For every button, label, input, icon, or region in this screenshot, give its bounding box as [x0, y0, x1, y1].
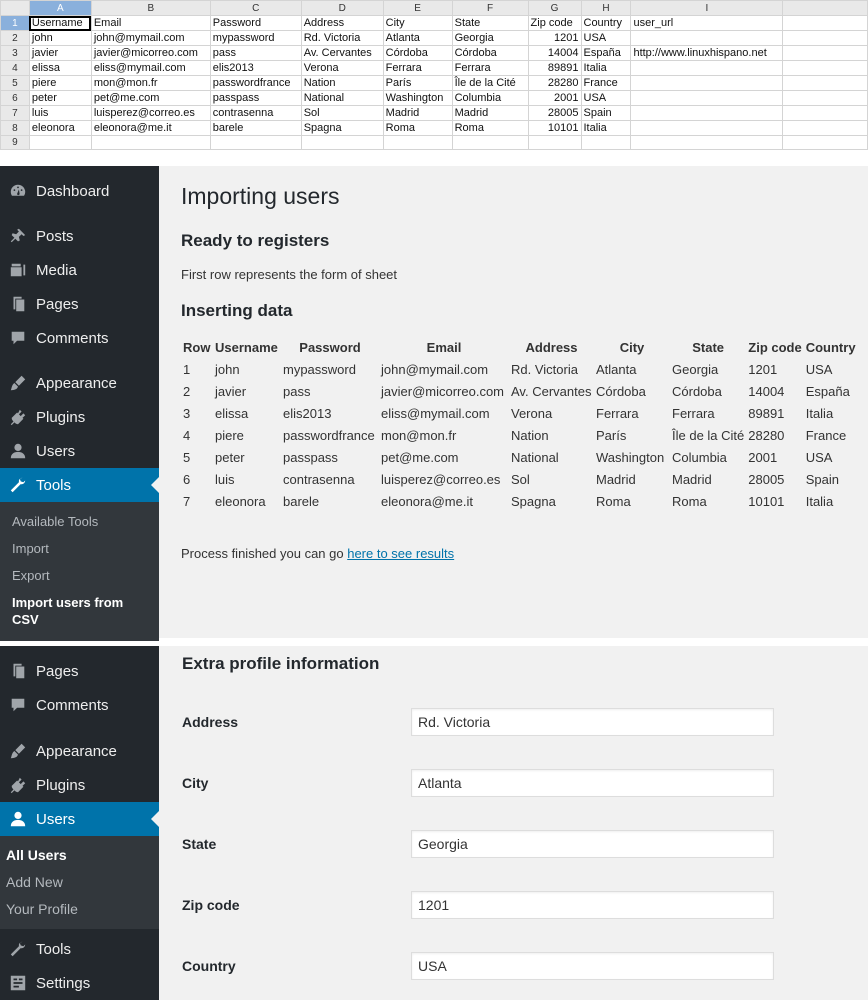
sheet-cell[interactable]: Spain [581, 106, 631, 121]
sheet-cell[interactable]: piere [29, 76, 91, 91]
pages-icon [8, 294, 28, 314]
sheet-cell[interactable]: Rd. Victoria [301, 31, 383, 46]
brush-icon [8, 741, 28, 761]
sheet-cell[interactable]: City [383, 16, 452, 31]
user-icon [8, 441, 28, 461]
sheet-cell[interactable]: State [452, 16, 528, 31]
sheet-cell[interactable] [783, 106, 868, 121]
table-cell: mypassword [283, 361, 356, 377]
pages-icon [8, 661, 28, 681]
sidebar-item-plugins[interactable] [0, 400, 159, 434]
ready-heading: Ready to registers [181, 231, 330, 250]
sidebar-item-label: Users [36, 442, 76, 460]
sheet-cell[interactable]: Italia [581, 121, 631, 136]
sheet-cell[interactable]: Madrid [383, 106, 452, 121]
sheet-cell[interactable]: javier@micorreo.com [91, 46, 210, 61]
address-field-row [182, 708, 782, 738]
sheet-cell[interactable] [29, 136, 91, 150]
sidebar-item-appearance[interactable] [0, 366, 159, 400]
sidebar-item-media[interactable] [0, 253, 159, 287]
table-cell: Ferrara [672, 405, 715, 421]
sheet-cell[interactable]: París [383, 76, 452, 91]
sheet-cell[interactable]: Córdoba [383, 46, 452, 61]
sheet-header-row [1, 16, 868, 31]
submenu-import[interactable]: Import [12, 541, 49, 556]
sheet-row [1, 61, 868, 76]
finished-label: Process finished you can go [181, 546, 348, 561]
sidebar-item-label: Users [36, 810, 76, 828]
table-cell: pet@me.com [381, 449, 459, 465]
row-number[interactable]: 2 [1, 31, 30, 46]
sheet-cell[interactable] [631, 106, 783, 121]
sheet-cell[interactable]: javier [29, 46, 91, 61]
sidebar-item-label: Appearance [36, 742, 117, 760]
table-cell: 2001 [748, 449, 778, 465]
table-cell: pass [283, 383, 311, 399]
table-row [181, 402, 860, 424]
column-header: Row [183, 339, 211, 355]
sheet-cell[interactable]: barele [210, 121, 301, 136]
city-label: City [182, 775, 209, 791]
table-cell: Roma [596, 493, 631, 509]
table-cell: Italia [805, 493, 834, 509]
table-cell: Spagna [511, 493, 556, 509]
table-cell: Ferrara [596, 405, 639, 421]
table-cell: Nation [511, 427, 549, 443]
table-row [181, 424, 860, 446]
sidebar-item-label: Settings [36, 974, 91, 992]
sheet-cell[interactable] [783, 121, 868, 136]
sheet-cell[interactable] [783, 136, 868, 150]
sidebar-item-label: Pages [36, 295, 79, 313]
sheet-cell[interactable]: Password [210, 16, 301, 31]
column-header: State [692, 339, 725, 355]
sheet-cell[interactable]: 89891 [528, 61, 581, 76]
column-header[interactable] [783, 1, 868, 16]
sheet-cell[interactable]: Address [301, 16, 383, 31]
sheet-cell[interactable]: luis [29, 106, 91, 121]
sheet-row [1, 121, 868, 136]
sidebar-item-label: Comments [36, 696, 109, 714]
table-cell: Madrid [672, 471, 712, 487]
sheet-cell[interactable]: Ferrara [383, 61, 452, 76]
sheet-cell[interactable]: España [581, 46, 631, 61]
submenu-all-users[interactable]: All Users [6, 847, 67, 863]
sheet-row [1, 136, 868, 150]
admin-sidebar [0, 166, 159, 638]
sheet-cell[interactable] [383, 136, 452, 150]
sheet-cell[interactable] [631, 61, 783, 76]
sidebar-item-pages[interactable] [0, 654, 159, 688]
table-cell: 10101 [748, 493, 785, 509]
sheet-cell[interactable] [452, 136, 528, 150]
sidebar-item-label: Tools [36, 476, 72, 494]
sheet-cell[interactable]: National [301, 91, 383, 106]
pin-icon [8, 226, 28, 246]
sidebar-item-plugins[interactable] [0, 768, 159, 802]
sidebar-item-comments[interactable] [0, 688, 159, 722]
sheet-cell[interactable]: passwordfrance [210, 76, 301, 91]
zip-code-field-row [182, 891, 782, 921]
zip-code-input[interactable] [411, 891, 774, 919]
sheet-cell[interactable]: Madrid [452, 106, 528, 121]
column-header: Country [805, 339, 856, 355]
sheet-cell[interactable] [210, 136, 301, 150]
table-cell: Av. Cervantes [511, 383, 592, 399]
spreadsheet-grid [0, 0, 868, 150]
media-icon [8, 260, 28, 280]
table-cell: Washington [596, 449, 665, 465]
sheet-cell[interactable]: 10101 [528, 121, 581, 136]
table-cell: 1 [183, 361, 191, 377]
sheet-cell[interactable]: Columbia [452, 91, 528, 106]
column-header[interactable]: B [91, 1, 210, 16]
country-input[interactable] [411, 952, 774, 980]
spreadsheet [0, 0, 868, 152]
sidebar-item-posts[interactable] [0, 219, 159, 253]
sheet-cell[interactable]: contrasenna [210, 106, 301, 121]
sheet-cell[interactable]: Country [581, 16, 631, 31]
corner-cell[interactable] [1, 1, 30, 16]
table-cell: piere [215, 427, 244, 443]
sheet-cell[interactable]: Atlanta [383, 31, 452, 46]
column-header: Address [525, 339, 578, 355]
table-cell: 28005 [748, 471, 785, 487]
sheet-cell[interactable]: eliss@mymail.com [91, 61, 210, 76]
column-header[interactable]: F [452, 1, 528, 16]
table-cell: javier [215, 383, 247, 399]
submenu-export[interactable]: Export [12, 568, 50, 583]
table-cell: París [596, 427, 627, 443]
column-header[interactable]: C [210, 1, 301, 16]
sheet-cell[interactable]: Spagna [301, 121, 383, 136]
table-cell: Spain [805, 471, 839, 487]
sheet-cell[interactable] [783, 31, 868, 46]
column-header[interactable]: D [301, 1, 383, 16]
sheet-cell[interactable]: Washington [383, 91, 452, 106]
submenu-import-users-csv[interactable]: Import users from CSV [12, 595, 124, 627]
sidebar-item-label: Media [36, 261, 77, 279]
tools-submenu [0, 502, 159, 641]
sheet-cell[interactable]: peter [29, 91, 91, 106]
sheet-cell[interactable]: Italia [581, 61, 631, 76]
sheet-cell[interactable]: Georgia [452, 31, 528, 46]
sidebar-item-label: Posts [36, 227, 74, 245]
table-cell: eliss@mymail.com [381, 405, 490, 421]
sheet-cell[interactable] [783, 16, 868, 31]
table-cell: john [215, 361, 240, 377]
sheet-row [1, 46, 868, 61]
profile-panel [0, 646, 868, 1000]
state-field-row [182, 830, 782, 860]
table-cell: France [805, 427, 847, 443]
table-cell: 5 [183, 449, 191, 465]
table-cell: 28280 [748, 427, 785, 443]
sheet-cell[interactable]: mypassword [210, 31, 301, 46]
table-cell: peter [215, 449, 245, 465]
column-header: City [619, 339, 645, 355]
address-label: Address [182, 714, 239, 730]
city-field-row [182, 769, 782, 799]
inserting-heading: Inserting data [181, 301, 293, 320]
table-cell: Rd. Victoria [511, 361, 578, 377]
sheet-cell[interactable]: Córdoba [452, 46, 528, 61]
table-cell: Columbia [672, 449, 727, 465]
sheet-cell[interactable]: elis2013 [210, 61, 301, 76]
sheet-cell[interactable] [91, 136, 210, 150]
table-row [181, 468, 860, 490]
state-label: State [182, 836, 217, 852]
address-input[interactable] [411, 708, 774, 736]
settings-icon [8, 973, 28, 993]
inserted-data-table [181, 336, 860, 512]
table-cell: España [805, 383, 850, 399]
sheet-row [1, 91, 868, 106]
sheet-cell[interactable]: 2001 [528, 91, 581, 106]
admin-sidebar [0, 646, 159, 1000]
table-row [181, 490, 860, 512]
column-header-row [1, 1, 868, 16]
sheet-cell[interactable] [631, 91, 783, 106]
sidebar-item-users[interactable] [0, 434, 159, 468]
table-cell: 4 [183, 427, 191, 443]
row-number[interactable]: 5 [1, 76, 30, 91]
sheet-cell[interactable] [631, 136, 783, 150]
sheet-cell[interactable]: 1201 [528, 31, 581, 46]
zip-code-label: Zip code [182, 897, 240, 913]
column-header: Password [299, 339, 361, 355]
sheet-cell[interactable] [783, 76, 868, 91]
row-number[interactable]: 7 [1, 106, 30, 121]
comments-icon [8, 695, 28, 715]
row-number[interactable]: 4 [1, 61, 30, 76]
dashboard-icon [8, 181, 28, 201]
table-cell: eleonora@me.it [381, 493, 473, 509]
first-row-note: First row represents the form of sheet [181, 267, 398, 282]
table-cell: 2 [183, 383, 191, 399]
table-cell: john@mymail.com [381, 361, 489, 377]
table-cell: Verona [511, 405, 553, 421]
sheet-cell[interactable]: Av. Cervantes [301, 46, 383, 61]
sheet-cell[interactable]: john [29, 31, 91, 46]
submenu-add-new[interactable]: Add New [6, 874, 63, 890]
table-cell: Atlanta [596, 361, 637, 377]
submenu-your-profile[interactable]: Your Profile [6, 901, 78, 917]
table-cell: 1201 [748, 361, 778, 377]
country-label: Country [182, 958, 236, 974]
sheet-cell[interactable]: Roma [452, 121, 528, 136]
row-number[interactable]: 3 [1, 46, 30, 61]
table-cell: USA [805, 361, 833, 377]
import-users-panel [0, 166, 868, 638]
sidebar-item-label: Pages [36, 662, 79, 680]
sheet-cell[interactable]: eleonora@me.it [91, 121, 210, 136]
row-number[interactable]: 9 [1, 136, 30, 150]
table-cell: Sol [511, 471, 530, 487]
sheet-cell[interactable]: USA [581, 31, 631, 46]
sheet-cell[interactable]: eleonora [29, 121, 91, 136]
plugin-icon [8, 775, 28, 795]
sheet-cell[interactable] [631, 76, 783, 91]
table-cell: luis [215, 471, 235, 487]
sidebar-item-label: Appearance [36, 374, 117, 392]
table-cell: elis2013 [283, 405, 332, 421]
column-header: Zip code [748, 339, 802, 355]
sidebar-item-tools[interactable] [0, 468, 159, 502]
sheet-cell[interactable]: 14004 [528, 46, 581, 61]
see-results-link[interactable]: here to see results [347, 546, 455, 561]
sheet-cell[interactable]: user_url [631, 16, 783, 31]
sheet-cell[interactable]: Zip code [528, 16, 581, 31]
sheet-cell[interactable]: Nation [301, 76, 383, 91]
sheet-cell[interactable]: john@mymail.com [91, 31, 210, 46]
wrench-icon [8, 475, 28, 495]
wrench-icon [8, 939, 28, 959]
sheet-cell[interactable] [783, 61, 868, 76]
state-input[interactable] [411, 830, 774, 858]
table-row [181, 358, 860, 380]
sheet-cell[interactable]: 28280 [528, 76, 581, 91]
sheet-cell[interactable]: Email [91, 16, 210, 31]
table-row [181, 380, 860, 402]
row-number[interactable]: 1 [1, 16, 30, 31]
table-cell: javier@micorreo.com [381, 383, 504, 399]
sheet-cell[interactable]: passpass [210, 91, 301, 106]
sheet-row [1, 76, 868, 91]
sidebar-item-tools[interactable] [0, 932, 159, 966]
table-cell: National [511, 449, 559, 465]
table-row [181, 446, 860, 468]
page-title: Importing users [181, 183, 340, 209]
sidebar-item-label: Plugins [36, 408, 86, 426]
city-input[interactable] [411, 769, 774, 797]
sheet-cell[interactable]: Roma [383, 121, 452, 136]
table-cell: USA [805, 449, 833, 465]
sidebar-item-label: Tools [36, 940, 72, 958]
sheet-cell[interactable]: Sol [301, 106, 383, 121]
sidebar-item-label: Plugins [36, 776, 86, 794]
sheet-cell[interactable] [631, 121, 783, 136]
country-field-row [182, 952, 782, 982]
table-cell: Île de la Cité [672, 427, 745, 443]
brush-icon [8, 373, 28, 393]
column-header[interactable]: G [528, 1, 581, 16]
table-cell: 7 [183, 493, 191, 509]
sidebar-item-dashboard[interactable] [0, 174, 159, 208]
sheet-cell[interactable]: Ferrara [452, 61, 528, 76]
table-cell: Córdoba [596, 383, 646, 399]
sheet-row [1, 31, 868, 46]
table-header-row [181, 336, 860, 358]
extra-profile-heading: Extra profile information [182, 654, 380, 673]
column-header[interactable]: I [631, 1, 783, 16]
sheet-cell[interactable]: Île de la Cité [452, 76, 528, 91]
sheet-cell[interactable]: pass [210, 46, 301, 61]
table-cell: Georgia [672, 361, 719, 377]
table-cell: contrasenna [283, 471, 355, 487]
comments-icon [8, 328, 28, 348]
table-cell: 89891 [748, 405, 785, 421]
sidebar-item-label: Dashboard [36, 182, 110, 200]
sheet-cell[interactable]: USA [581, 91, 631, 106]
sidebar-item-label: Comments [36, 329, 109, 347]
sheet-cell[interactable] [783, 91, 868, 106]
column-header: Email [426, 339, 462, 355]
sheet-cell[interactable] [301, 136, 383, 150]
column-header[interactable]: A [29, 1, 91, 16]
table-cell: 14004 [748, 383, 785, 399]
sheet-cell[interactable] [783, 46, 868, 61]
sidebar-item-settings[interactable] [0, 966, 159, 1000]
sheet-cell[interactable] [631, 31, 783, 46]
users-submenu [0, 836, 159, 929]
table-cell: elissa [215, 405, 249, 421]
sidebar-item-appearance[interactable] [0, 734, 159, 768]
sheet-cell[interactable]: France [581, 76, 631, 91]
sheet-cell[interactable]: mon@mon.fr [91, 76, 210, 91]
column-header: Username [215, 339, 278, 355]
table-cell: Roma [672, 493, 707, 509]
column-header[interactable]: E [383, 1, 452, 16]
table-cell: passwordfrance [283, 427, 375, 443]
table-cell: 6 [183, 471, 191, 487]
sheet-cell[interactable]: elissa [29, 61, 91, 76]
user-icon [8, 809, 28, 829]
table-cell: luisperez@correo.es [381, 471, 501, 487]
row-number[interactable]: 6 [1, 91, 30, 106]
table-cell: Córdoba [672, 383, 722, 399]
sidebar-item-pages[interactable] [0, 287, 159, 321]
table-cell: barele [283, 493, 320, 509]
sheet-cell[interactable] [528, 136, 581, 150]
table-cell: passpass [283, 449, 338, 465]
process-finished-text [181, 546, 454, 561]
submenu-available-tools[interactable]: Available Tools [12, 514, 99, 529]
sheet-cell[interactable]: http://www.linuxhispano.net [631, 46, 783, 61]
column-header[interactable]: H [581, 1, 631, 16]
plugin-icon [8, 407, 28, 427]
sidebar-item-users[interactable] [0, 802, 159, 836]
row-number[interactable]: 8 [1, 121, 30, 136]
table-cell: eleonora [215, 493, 266, 509]
sheet-cell[interactable]: Verona [301, 61, 383, 76]
sheet-cell[interactable]: pet@me.com [91, 91, 210, 106]
table-cell: Madrid [596, 471, 636, 487]
sheet-cell[interactable]: luisperez@correo.es [91, 106, 210, 121]
sidebar-item-comments[interactable] [0, 321, 159, 355]
table-cell: mon@mon.fr [381, 427, 457, 443]
sheet-cell-selected[interactable]: Username [29, 16, 91, 31]
sheet-cell[interactable]: 28005 [528, 106, 581, 121]
sheet-row [1, 106, 868, 121]
table-cell: Italia [805, 405, 834, 421]
sheet-cell[interactable] [581, 136, 631, 150]
table-cell: 3 [183, 405, 191, 421]
